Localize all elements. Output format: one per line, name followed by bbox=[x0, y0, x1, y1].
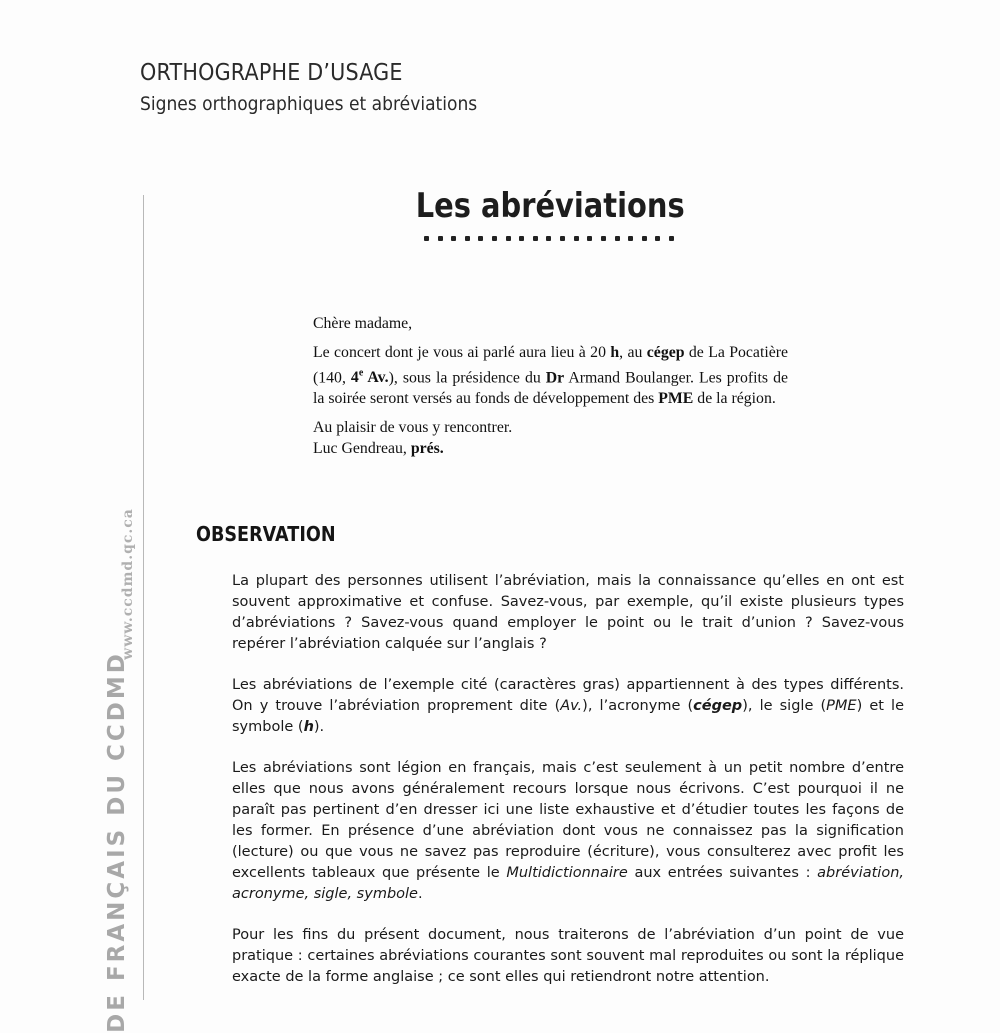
letter-greeting: Chère madame, bbox=[313, 315, 413, 332]
dot bbox=[546, 236, 551, 241]
section-subtitle: Signes orthographiques et abréviations bbox=[140, 93, 478, 115]
margin-rule bbox=[143, 195, 144, 1000]
dot bbox=[669, 236, 674, 241]
side-label: DE FRANÇAIS DU CCDMD bbox=[104, 651, 130, 1033]
letter-closing: Au plaisir de vous y rencontrer. bbox=[313, 419, 513, 437]
dot bbox=[478, 236, 483, 241]
page-title-text: Les abréviations bbox=[415, 186, 685, 226]
dot bbox=[628, 236, 633, 241]
side-url: www.ccdmd.qc.ca bbox=[120, 508, 136, 660]
dot bbox=[438, 236, 443, 241]
dot bbox=[492, 236, 497, 241]
dot bbox=[451, 236, 456, 241]
dot bbox=[587, 236, 592, 241]
observation-body bbox=[232, 571, 904, 1008]
dot bbox=[642, 236, 647, 241]
dot bbox=[574, 236, 579, 241]
letter-signature: Luc Gendreau, prés. bbox=[313, 440, 444, 458]
dot bbox=[506, 236, 511, 241]
dot bbox=[533, 236, 538, 241]
page-title bbox=[0, 186, 1000, 226]
observation-paragraph-2: Les abréviations de l’exemple cité (caractères gras) appartiennent à des types différents. On y trouve l’abréviation proprement dite (Av.), l’acronyme (cégep), le sigle (PME) et le symbole (h). bbox=[232, 677, 905, 735]
dot bbox=[601, 236, 606, 241]
observation-paragraph-4: Pour les fins du présent document, nous traiterons de l’abréviation d’un point de vue pratique : certaines abréviations courantes sont souvent mal reproduites ou sont la réplique exacte de la forme anglaise ; ce sont elles qui retiendront notre attention. bbox=[232, 927, 904, 985]
observation-paragraph-3: Les abréviations sont légion en français, mais c’est seulement à un petit nombre d’entre elles que nous avons généralement recours lorsque nous écrivons. C’est pourquoi il ne paraît pas pertinent d’en dresser ici une liste exhaustive et d’étudier toutes les façons de les former. En présence d’une abréviation dont vous ne connaissez pas la signification (lecture) ou que vous ne savez pas reproduire (écriture), vous consulterez avec profit les excellents tableaux que présente le Multidictionnaire aux entrées suivantes : abréviation, acronyme, sigle, symbole. bbox=[232, 760, 904, 902]
dot bbox=[424, 236, 429, 241]
dot bbox=[560, 236, 565, 241]
observation-heading: OBSERVATION bbox=[196, 522, 336, 546]
observation-paragraph-1: La plupart des personnes utilisent l’abréviation, mais la connaissance qu’elles en ont est souvent approximative et confuse. Savez-vous, par exemple, qu’il existe plusieurs types d’abréviations ? Savez-vous quand employer le point ou le trait d’union ? Savez-vous repérer l’abréviation calquée sur l’anglais ? bbox=[232, 573, 904, 652]
title-dotted-rule bbox=[424, 236, 674, 246]
letter-paragraph: Le concert dont je vous ai parlé aura lieu à 20 h, au cégep de La Pocatière (140, 4e Av.), sous la présidence du Dr Armand Boulanger. Les profits de la soirée seront versés au fonds de développement des PME de la région. bbox=[313, 344, 789, 408]
dot bbox=[655, 236, 660, 241]
dot bbox=[519, 236, 524, 241]
dot bbox=[465, 236, 470, 241]
example-letter bbox=[313, 313, 788, 467]
section-title: ORTHOGRAPHE D’USAGE bbox=[140, 60, 403, 86]
dot bbox=[615, 236, 620, 241]
